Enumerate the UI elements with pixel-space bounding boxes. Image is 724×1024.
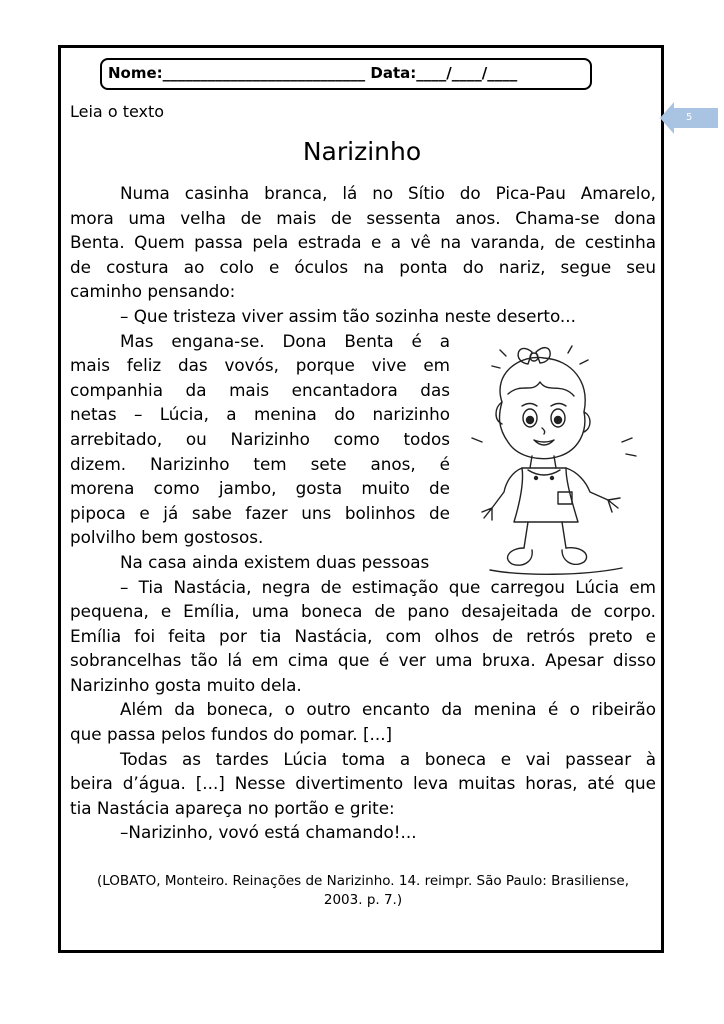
text-line: netas – Lúcia, a menina do narizinho (70, 404, 450, 425)
text-line: arrebitado, ou Narizinho como todos (70, 428, 450, 449)
text-line: polvilho bem gostosos. (70, 527, 264, 548)
text-line: –Narizinho, vovó está chamando!... (120, 822, 417, 843)
text-line: Emília foi feita por tia Nastácia, com olhos de retrós preto e (70, 625, 656, 646)
text-line: morena como jambo, gosta muito de (70, 478, 450, 499)
citation-line: (LOBATO, Monteiro. Reinações de Narizinho. 14. reimpr. São Paulo: Brasiliense, (96, 873, 630, 889)
girl-illustration (462, 332, 652, 577)
text-line: mora uma velha de mais de sessenta anos. Chama-se dona (70, 207, 656, 228)
text-line: Mas engana-se. Dona Benta é a (120, 330, 450, 351)
story-title: Narizinho (302, 137, 422, 166)
citation-line: 2003. p. 7.) (323, 892, 403, 908)
text-line: pequena, e Emília, uma boneca de pano desajeitada de corpo. (70, 601, 656, 622)
text-line: dizem. Narizinho tem sete anos, é (70, 453, 450, 474)
citation (70, 872, 656, 910)
text-line: Todas as tardes Lúcia toma a boneca e vai passear à (120, 748, 656, 769)
text-line: companhia da mais encantadora das (70, 379, 450, 400)
text-line: de costura ao colo e óculos na ponta do nariz, segue seu (70, 256, 656, 277)
instruction-text: Leia o texto (70, 102, 165, 121)
text-line: Na casa ainda existem duas pessoas (120, 551, 430, 572)
name-date-label: Nome:___________________________ Data:____/____/____ (108, 64, 518, 82)
text-line: beira d’água. [...] Nesse divertimento leva muitas horas, até que (70, 773, 656, 794)
text-line: tia Nastácia apareça no portão e grite: (70, 797, 395, 818)
page-number: 5 (686, 112, 693, 123)
text-line: – Tia Nastácia, negra de estimação que carregou Lúcia em (120, 576, 656, 597)
text-line: sobrancelhas tão lá em cima que é ver uma bruxa. Apesar disso (70, 650, 656, 671)
text-line: mais feliz das vovós, porque vive em (70, 355, 450, 376)
text-line: Numa casinha branca, lá no Sítio do Pica-Pau Amarelo, (120, 183, 656, 203)
text-line: – Que tristeza viver assim tão sozinha neste deserto... (120, 305, 576, 326)
text-line: Benta. Quem passa pela estrada e a vê na varanda, de cestinha (70, 232, 656, 253)
text-line: caminho pensando: (70, 281, 236, 302)
text-line: Além da boneca, o outro encanto da menina é o ribeirão (120, 699, 656, 720)
name-date-field[interactable] (100, 58, 592, 90)
text-line: Narizinho gosta muito dela. (70, 674, 302, 695)
text-line: que passa pelos fundos do pomar. [...] (70, 724, 393, 745)
text-line: pipoca e já sabe fazer uns bolinhos de (70, 502, 450, 523)
